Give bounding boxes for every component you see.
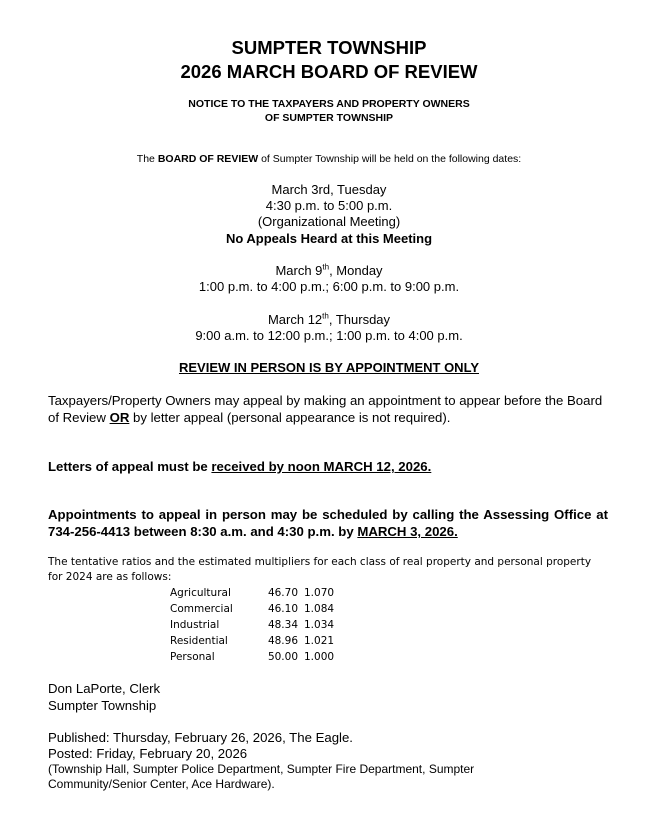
notice-line-2: OF SUMPTER TOWNSHIP [264, 112, 394, 124]
meeting-1-date: March 3rd, Tuesday [271, 182, 387, 197]
table-row [170, 601, 344, 617]
meeting-3-date: March 12th, Thursday [267, 311, 391, 327]
title-line-2: 2026 MARCH BOARD OF REVIEW [180, 61, 478, 82]
letters-deadline-date: received by noon MARCH 12, 2026. [211, 459, 432, 474]
ratio-class: Agricultural [170, 587, 231, 599]
signature-name: Don LaPorte, Clerk [48, 681, 161, 696]
appeal-paragraph: Taxpayers/Property Owners may appeal by making an appointment to appear before the Board of Review OR by letter appeal (personal appearance is not required). [48, 393, 603, 425]
multiplier-value: 1.021 [304, 635, 335, 647]
notice-line-1: NOTICE TO THE TAXPAYERS AND PROPERTY OWNERS [188, 98, 470, 110]
multiplier-value: 1.034 [304, 619, 335, 631]
ratio-value: 46.70 [267, 587, 298, 599]
table-row [170, 617, 344, 633]
meeting-1-note: (Organizational Meeting) [257, 214, 401, 229]
multiplier-value: 1.084 [304, 603, 335, 615]
intro-text: The BOARD OF REVIEW of Sumpter Township will be held on the following dates: [136, 153, 522, 165]
title-line-1: SUMPTER TOWNSHIP [231, 37, 427, 58]
letters-deadline: Letters of appeal must be received by noon MARCH 12, 2026. [48, 459, 432, 474]
table-row [170, 649, 344, 665]
appointment-only-heading: REVIEW IN PERSON IS BY APPOINTMENT ONLY [178, 360, 479, 375]
meeting-2-time: 1:00 p.m. to 4:00 p.m.; 6:00 p.m. to 9:00 p.m. [198, 279, 460, 294]
ratio-class: Commercial [170, 603, 233, 615]
ratio-class: Industrial [170, 619, 220, 631]
ratio-class: Residential [170, 635, 228, 647]
ratio-value: 48.34 [267, 619, 298, 631]
posted-locations: (Township Hall, Sumpter Police Department, Sumpter Fire Department, Sumpter Community/Senior Center, Ace Hardware). [48, 762, 475, 791]
table-row [170, 633, 344, 649]
intro-bold: BOARD OF REVIEW [157, 153, 259, 165]
multiplier-value: 1.000 [304, 651, 335, 663]
appointments-paragraph: Appointments to appeal in person may be scheduled by calling the Assessing Office at 734-256-4413 between 8:30 a.m. and 4:30 p.m. by MARCH 3, 2026. [48, 507, 608, 539]
multiplier-value: 1.070 [304, 587, 335, 599]
ratio-value: 48.96 [267, 635, 298, 647]
meeting-1-bold-note: No Appeals Heard at this Meeting [225, 231, 433, 246]
meeting-3-time: 9:00 a.m. to 12:00 p.m.; 1:00 p.m. to 4:00 p.m. [195, 328, 463, 343]
signature-org: Sumpter Township [48, 698, 157, 713]
meeting-2-date: March 9th, Monday [275, 262, 383, 278]
ratio-class: Personal [170, 651, 215, 663]
published-line: Published: Thursday, February 26, 2026, The Eagle. [48, 730, 353, 745]
ratio-value: 46.10 [267, 603, 298, 615]
ratio-value: 50.00 [267, 651, 298, 663]
appointments-deadline: MARCH 3, 2026. [357, 524, 458, 539]
ratios-table [170, 585, 344, 665]
or-emphasis: OR [109, 410, 130, 425]
posted-line: Posted: Friday, February 20, 2026 [48, 746, 248, 761]
meeting-1-time: 4:30 p.m. to 5:00 p.m. [265, 198, 393, 213]
table-row [170, 585, 344, 601]
ratios-intro: The tentative ratios and the estimated multipliers for each class of real property and personal property for 2024 are as follows: [48, 556, 592, 583]
